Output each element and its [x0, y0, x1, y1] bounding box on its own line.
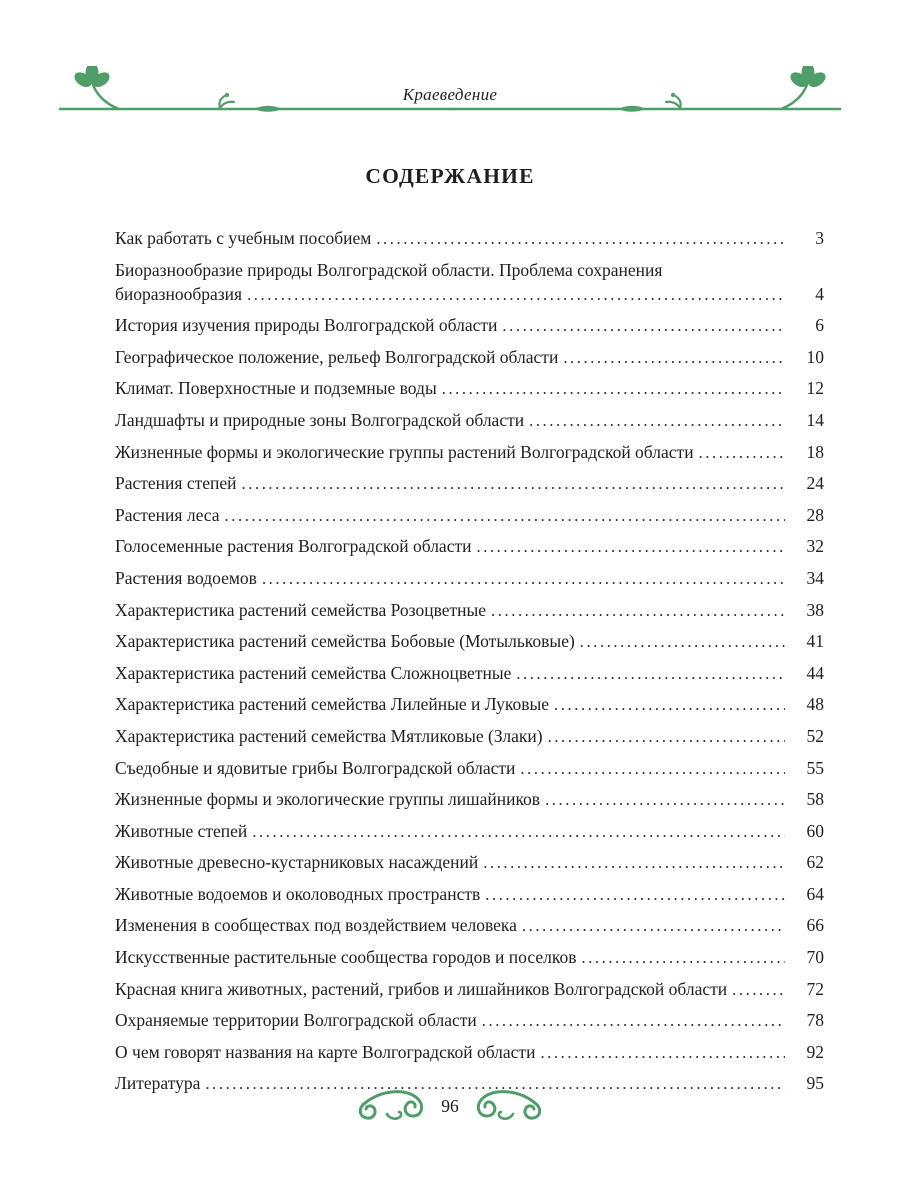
dot-leader [491, 598, 785, 623]
toc-page-number: 52 [806, 725, 824, 746]
toc-entry [115, 692, 824, 717]
toc-entry [115, 1040, 824, 1065]
dot-leader [516, 661, 785, 686]
toc-entry [115, 503, 824, 528]
toc-page-number: 41 [806, 631, 824, 652]
toc-entry [115, 258, 824, 307]
toc-entry-title: Съедобные и ядовитые грибы Волгоградской области [115, 757, 516, 778]
toc-entry [115, 977, 824, 1002]
dot-leader [580, 629, 785, 654]
toc-entry [115, 598, 824, 623]
toc-entry [115, 850, 824, 875]
toc-page-number: 12 [806, 378, 824, 399]
page-footer [0, 1086, 900, 1126]
dot-leader [581, 945, 785, 970]
page-number: 96 [441, 1095, 459, 1116]
dot-leader [554, 692, 785, 717]
running-header-title: Краеведение [402, 85, 498, 104]
toc-page-number: 38 [806, 599, 824, 620]
dot-leader [545, 787, 785, 812]
dot-leader [476, 534, 785, 559]
toc-entry [115, 629, 824, 654]
toc-page-number: 92 [806, 1041, 824, 1062]
toc-page-number: 95 [806, 1073, 824, 1094]
toc-entry-title: Климат. Поверхностные и подземные воды [115, 378, 437, 399]
leaf-icon [254, 106, 282, 112]
dot-leader [262, 566, 785, 591]
toc-entry-title: Красная книга животных, растений, грибов и лишайников Волгоградской области [115, 978, 728, 999]
toc-entry-title: Животные степей [115, 820, 248, 841]
toc-entry-title: Характеристика растений семейства Сложноцветные [115, 662, 512, 683]
contents-title: СОДЕРЖАНИЕ [365, 164, 535, 188]
toc-page-number: 10 [806, 346, 824, 367]
scroll-flourish-icon [357, 1086, 429, 1126]
toc-entry [115, 724, 824, 749]
toc-entry [115, 534, 824, 559]
dot-leader [732, 977, 785, 1002]
toc-entry-title: Растения леса [115, 504, 220, 525]
toc-entry-title: Животные водоемов и околоводных пространств [115, 883, 481, 904]
dot-leader [522, 913, 785, 938]
toc-entry-title: Географическое положение, рельеф Волгоградской области [115, 346, 559, 367]
toc-entry-title: История изучения природы Волгоградской области [115, 315, 498, 336]
toc-entry [115, 313, 824, 338]
toc-page-number: 70 [806, 947, 824, 968]
toc-entry [115, 913, 824, 938]
dot-leader [502, 313, 785, 338]
toc-page-number: 6 [815, 315, 824, 336]
dot-leader [225, 503, 785, 528]
toc-entry-title: Как работать с учебным пособием [115, 228, 372, 248]
dot-leader [548, 724, 785, 749]
toc-entry-title: Жизненные формы и экологические группы растений Волгоградской области [115, 441, 694, 462]
toc-entry-title: Растения степей [115, 473, 237, 494]
toc-page-number: 55 [806, 757, 824, 778]
toc-entry-title: Ландшафты и природные зоны Волгоградской области [115, 409, 525, 430]
toc-page-number: 14 [806, 409, 824, 430]
toc-entry-title: Характеристика растений семейства Мятликовые (Злаки) [115, 725, 543, 746]
toc-page-number: 18 [806, 441, 824, 462]
dot-leader [242, 471, 785, 496]
scroll-flourish-icon [471, 1086, 543, 1126]
toc-entry [115, 819, 824, 844]
toc-entry [115, 440, 824, 465]
toc-entry-title: Изменения в сообществах под воздействием человека [115, 915, 517, 936]
toc-entry-title: Биоразнообразие природы Волгоградской области. Проблема сохранения [115, 259, 663, 280]
toc-page-number: 44 [806, 662, 824, 683]
dot-leader [376, 226, 785, 251]
dot-leader [482, 1008, 785, 1033]
toc-page-number: 78 [806, 1010, 824, 1031]
toc-entry [115, 1008, 824, 1033]
toc-entry-title: Охраняемые территории Волгоградской области [115, 1010, 477, 1031]
toc-entry [115, 566, 824, 591]
toc-entry-title: Литература [115, 1073, 201, 1094]
dot-leader [540, 1040, 785, 1065]
toc-entry-title: Характеристика растений семейства Лилейные и Луковые [115, 694, 550, 715]
toc-entry [115, 945, 824, 970]
toc-page-number: 60 [806, 820, 824, 841]
toc-list [115, 226, 824, 1103]
dot-leader [699, 440, 785, 465]
toc-page-number: 28 [806, 504, 824, 525]
toc-entry-continuation: биоразнообразия [115, 283, 243, 304]
toc-entry-title: О чем говорят названия на карте Волгоградской области [115, 1041, 536, 1062]
toc-entry-title: Характеристика растений семейства Розоцветные [115, 599, 487, 620]
toc-entry [115, 787, 824, 812]
toc-page-number: 58 [806, 789, 824, 810]
toc-entry-title: Жизненные формы и экологические группы лишайников [115, 789, 541, 810]
dot-leader [485, 882, 785, 907]
toc-page-number: 24 [806, 473, 824, 494]
toc-entry [115, 376, 824, 401]
toc-page-number: 32 [806, 536, 824, 557]
toc-entry [115, 345, 824, 370]
dot-leader [247, 282, 785, 307]
toc-entry [115, 226, 824, 251]
toc-page-number: 4 [815, 283, 824, 304]
toc-entry [115, 471, 824, 496]
toc-entry-title: Животные древесно-кустарниковых насаждений [115, 852, 479, 873]
dot-leader [529, 408, 785, 433]
toc-entry-title: Голосеменные растения Волгоградской области [115, 536, 472, 557]
dot-leader [483, 850, 785, 875]
toc-page-number: 48 [806, 694, 824, 715]
toc-page-number: 3 [815, 228, 824, 248]
dot-leader [563, 345, 785, 370]
toc-entry [115, 408, 824, 433]
toc-entry [115, 756, 824, 781]
dot-leader [252, 819, 785, 844]
toc-page-number: 34 [806, 567, 824, 588]
toc-entry [115, 661, 824, 686]
dot-leader [520, 756, 785, 781]
toc-page-number: 64 [806, 883, 824, 904]
toc-entry-title: Растения водоемов [115, 567, 257, 588]
dot-leader [442, 376, 785, 401]
toc-entry [115, 882, 824, 907]
toc-page-number: 62 [806, 852, 824, 873]
toc-page-number: 72 [806, 978, 824, 999]
toc-entry-title: Искусственные растительные сообщества городов и поселков [115, 947, 577, 968]
toc-entry-title: Характеристика растений семейства Бобовые (Мотыльковые) [115, 631, 575, 652]
toc-page-number: 66 [806, 915, 824, 936]
